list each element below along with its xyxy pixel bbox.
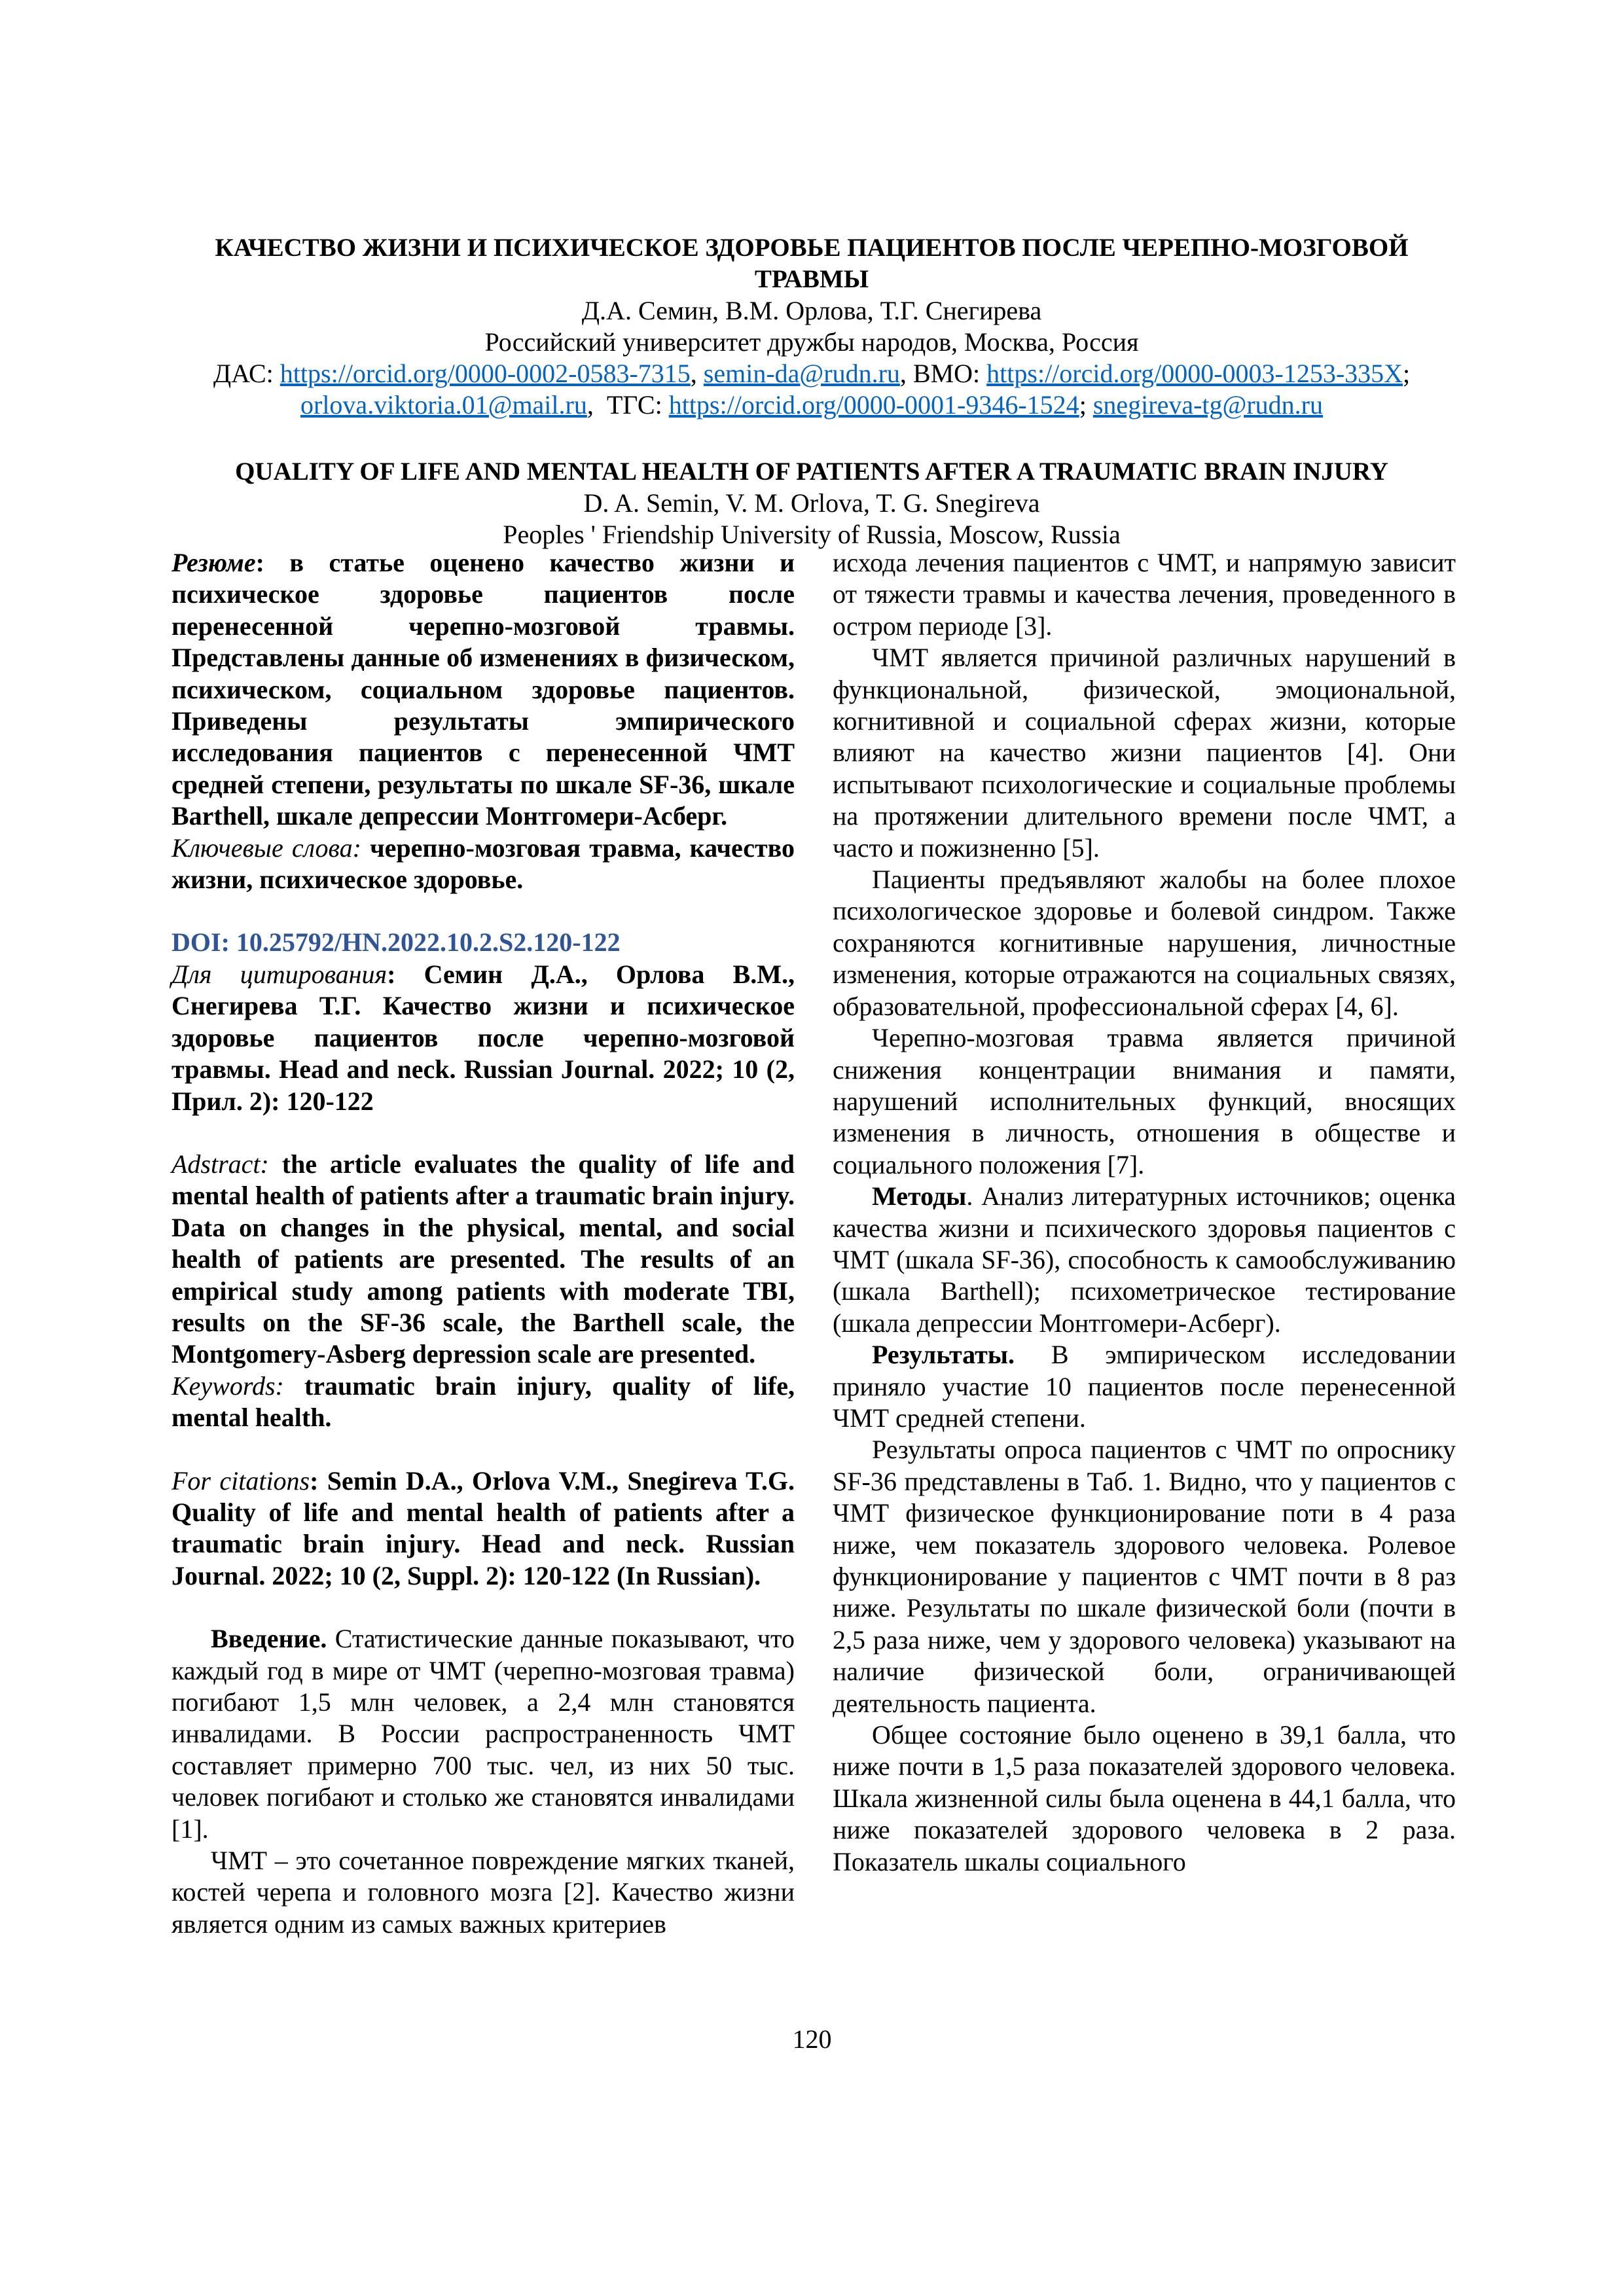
spacer bbox=[171, 1117, 795, 1149]
abstract-en-label: Adstract: bbox=[171, 1149, 269, 1179]
das-email-link[interactable]: semin-da@rudn.ru bbox=[703, 359, 900, 388]
affiliation-en: Peoples ' Friendship University of Russia, Moscow, Russia bbox=[503, 520, 1121, 549]
contacts-line-2 bbox=[157, 389, 1466, 421]
abstract-en-paragraph bbox=[171, 1149, 795, 1371]
intro-paragraph bbox=[171, 1623, 795, 1845]
resume-text: : в статье оценено качество жизни и психическое здоровье пациентов после перенесенной черепно-мозговой травмы. Представлены данные об изменениях в физическом, психическом, социальном здоровье пациентов. Приведены результаты эмпирического исследования пациентов с перенесенной ЧМТ средней степени, результаты по шкале SF-36, шкале Barthell, шкале депрессии Монтгомери-Асберг. bbox=[171, 548, 795, 831]
tgs-label: , ТГС: bbox=[586, 390, 669, 420]
body-paragraph: Общее состояние было оценено в 39,1 балла, что ниже почти в 1,5 раза показателей здорового человека. Шкала жизненной силы была оценена в 44,1 балла, что ниже показателей здорового человека в 2 раза. Показатель шкалы социального bbox=[833, 1720, 1456, 1876]
intro-heading: Введение. bbox=[211, 1624, 327, 1654]
keywords-ru-paragraph bbox=[171, 833, 795, 896]
intro-text: Статистические данные показывают, что каждый год в мире от ЧМТ (черепно-мозговая травма) погибают 1,5 млн человек, а 2,4 млн становятся инвалидами. В России распространенность ЧМТ составляет примерно 700 тыс. чел, из них 50 тыс. человек погибают и столько же становятся инвалидами [1]. bbox=[171, 1624, 795, 1844]
separator: ; bbox=[1079, 390, 1093, 420]
citation-ru-text: : Семин Д.А., Орлова В.М., Снегирева Т.Г. Качество жизни и психическое здоровье пациентов после черепно-мозговой травмы. Head and neck. Russian Journal. 2022; 10 (2, Прил. 2): 120-122 bbox=[171, 959, 795, 1116]
contacts-line-1 bbox=[157, 358, 1466, 389]
separator: , bbox=[690, 359, 704, 388]
abstract-en-text: the article evaluates the quality of life and mental health of patients after a traumatic brain injury. Data on changes in the physical, mental, and social health of patients are presented. The results of an empirical study among patients with moderate TBI, results on the SF-36 scale, the Barthell scale, the Montgomery-Asberg depression scale are presented. bbox=[171, 1149, 795, 1369]
results-paragraph bbox=[833, 1339, 1456, 1434]
body-paragraph: Пациенты предъявляют жалобы на более плохое психологическое здоровье и болевой синдром. Также сохраняются когнитивные нарушения, личностные изменения, которые отражаются на социальных связях, образовательной, профессиональной сферах [4, 6]. bbox=[833, 865, 1456, 1021]
body-paragraph: Результаты опроса пациентов с ЧМТ по опроснику SF-36 представлены в Таб. 1. Видно, что у пациентов с ЧМТ физическое функционирование поти в 4 раза ниже, чем показатель здорового человека. Ролевое функционирование у пациентов с ЧМТ почти в 8 раз ниже. Результаты по шкале физической боли (почти в 2,5 раза ниже, чем у здорового человека) указывают на наличие физической боли, ограничивающей деятельность пациента. bbox=[833, 1435, 1456, 1718]
left-column bbox=[171, 547, 795, 1940]
das-label: ДАС: bbox=[213, 359, 280, 388]
citation-en-label: For citations bbox=[171, 1465, 310, 1496]
methods-heading: Методы bbox=[872, 1181, 967, 1211]
body-paragraph: Черепно-мозговая травма является причиной снижения концентрации внимания и памяти, нарушений исполнительных функций, вносящих изменения в личность, отношения в обществе и социального положения [7]. bbox=[833, 1023, 1456, 1179]
keywords-ru-text: черепно-мозговая травма, качество жизни, психическое здоровье. bbox=[171, 833, 795, 895]
citation-ru-label: Для цитирования bbox=[171, 959, 388, 989]
citation-ru-paragraph bbox=[171, 959, 795, 1117]
citation-en-paragraph bbox=[171, 1465, 795, 1592]
results-text: В эмпирическом исследовании приняло участие 10 пациентов после перенесенной ЧМТ средней степени. bbox=[833, 1340, 1456, 1433]
methods-text: . Анализ литературных источников; оценка качества жизни и психического здоровья пациентов с ЧМТ (шкала SF-36), способность к самообслуживанию (шкала Barthell); психометрическое тестирование (шкала депрессии Монтгомери-Асберг). bbox=[833, 1181, 1456, 1338]
spacer bbox=[171, 1592, 795, 1623]
body-paragraph: ЧМТ – это сочетанное повреждение мягких тканей, костей черепа и головного мозга [2]. Качество жизни является одним из самых важных критериев bbox=[171, 1846, 795, 1939]
resume-label: Резюме bbox=[171, 548, 256, 577]
citation-en-text: : Semin D.A., Orlova V.M., Snegireva T.G. Quality of life and mental health of patients after a traumatic brain injury. Head and neck. Russian Journal. 2022; 10 (2, Suppl. 2): 120-122 (In Russian). bbox=[171, 1465, 795, 1590]
vmo-email-link[interactable]: orlova.viktoria.01@mail.ru bbox=[300, 390, 587, 420]
vmo-label: , ВМО: bbox=[899, 359, 987, 388]
separator: ; bbox=[1403, 359, 1411, 388]
das-orcid-link[interactable]: https://orcid.org/0000-0002-0583-7315 bbox=[280, 359, 691, 388]
tgs-email-link[interactable]: snegireva-tg@rudn.ru bbox=[1092, 390, 1323, 420]
tgs-orcid-link[interactable]: https://orcid.org/0000-0001-9346-1524 bbox=[668, 390, 1079, 420]
results-heading: Результаты. bbox=[872, 1340, 1015, 1370]
keywords-en-text: traumatic brain injury, quality of life, mental health. bbox=[171, 1371, 795, 1433]
spacer bbox=[171, 895, 795, 927]
authors-ru: Д.А. Семин, В.М. Орлова, Т.Г. Снегирева bbox=[581, 296, 1042, 325]
doi[interactable]: DOI: 10.25792/HN.2022.10.2.S2.120-122 bbox=[171, 927, 621, 958]
article-title-ru: КАЧЕСТВО ЖИЗНИ И ПСИХИЧЕСКОЕ ЗДОРОВЬЕ ПАЦИЕНТОВ ПОСЛЕ ЧЕРЕПНО-МОЗГОВОЙ ТРАВМЫ bbox=[215, 234, 1409, 293]
resume-paragraph bbox=[171, 547, 795, 833]
affiliation-ru: Российский университет дружбы народов, Москва, Россия bbox=[484, 327, 1139, 357]
body-paragraph: ЧМТ является причиной различных нарушений в функциональной, физической, эмоциональной, когнитивной и социальной сферах жизни, которые влияют на качество жизни пациентов [4]. Они испытывают психологические и социальные проблемы на протяжении длительного времени после ЧМТ, а часто и пожизненно [5]. bbox=[833, 643, 1456, 863]
page-number: 120 bbox=[792, 2024, 832, 2054]
keywords-en-label: Keywords: bbox=[171, 1371, 284, 1401]
right-column bbox=[833, 547, 1456, 1878]
keywords-ru-label: Ключевые слова: bbox=[171, 833, 361, 863]
body-paragraph: исхода лечения пациентов с ЧМТ, и напрямую зависит от тяжести травмы и качества лечения, проведенного в остром периоде [3]. bbox=[833, 548, 1456, 641]
methods-paragraph bbox=[833, 1181, 1456, 1339]
authors-en: D. A. Semin, V. M. Orlova, T. G. Snegireva bbox=[583, 488, 1040, 518]
keywords-en-paragraph bbox=[171, 1371, 795, 1434]
article-title-en: QUALITY OF LIFE AND MENTAL HEALTH OF PATIENTS AFTER A TRAUMATIC BRAIN INJURY bbox=[235, 457, 1388, 486]
spacer bbox=[171, 1434, 795, 1465]
vmo-orcid-link[interactable]: https://orcid.org/0000-0003-1253-335X bbox=[986, 359, 1403, 388]
